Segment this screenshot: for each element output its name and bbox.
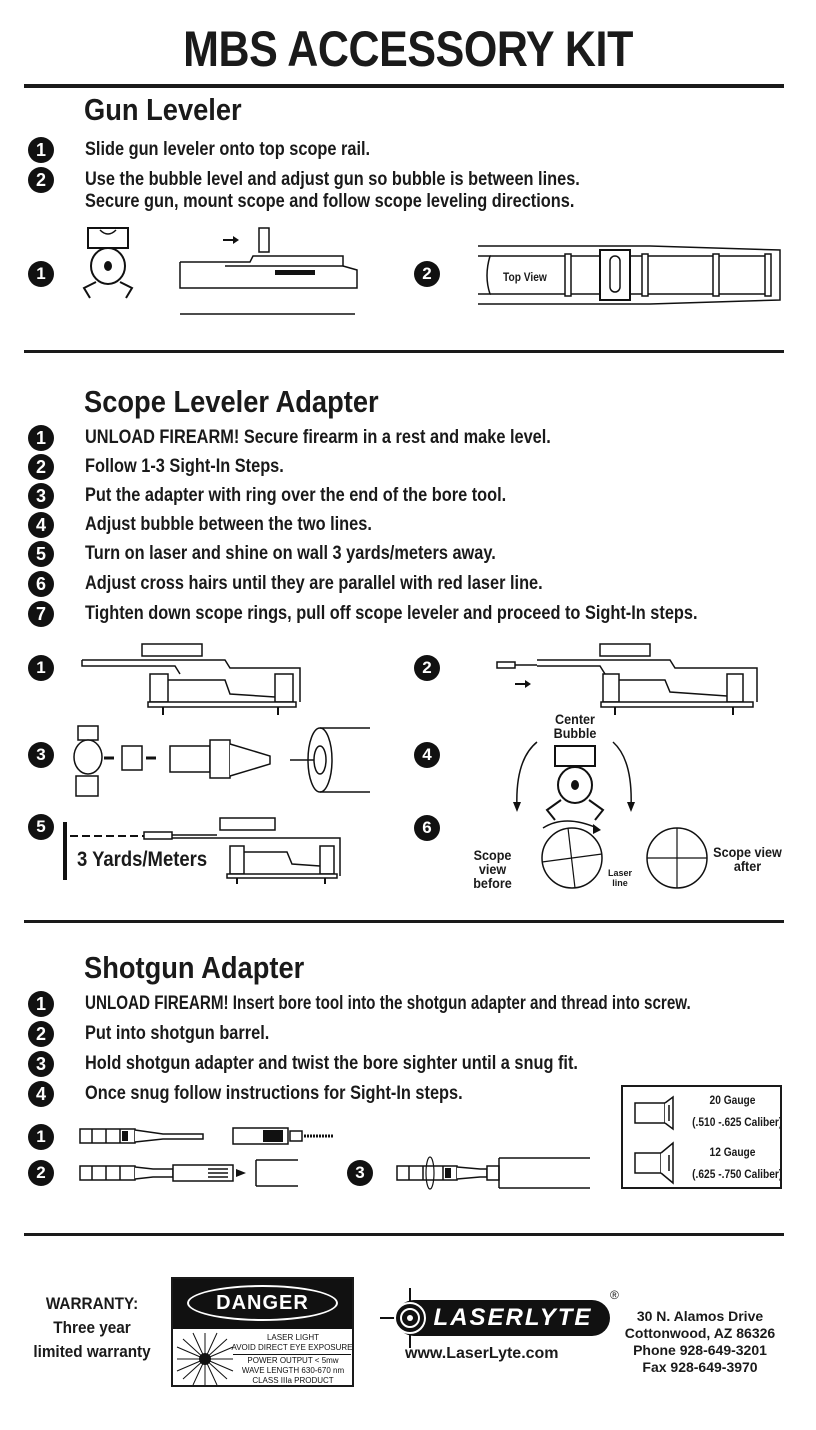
step-number-badge: 4	[28, 512, 54, 538]
step-number-badge: 3	[28, 1051, 54, 1077]
scope-view-before-illustration	[535, 820, 615, 890]
insert-into-barrel-illustration	[78, 1158, 298, 1188]
center-bubble-illustration	[505, 740, 645, 830]
step-text: Hold shotgun adapter and twist the bore sighter until a snug fit.	[85, 1053, 578, 1074]
divider	[24, 84, 784, 88]
gun-leveler-front-illustration	[78, 226, 148, 301]
laser-line-label: Laser line	[607, 868, 633, 888]
figure-number-badge: 1	[28, 655, 54, 681]
step-text: Put the adapter with ring over the end of the bore tool.	[85, 485, 507, 506]
12-gauge-adapter-icon	[633, 1141, 683, 1185]
step-number-badge: 1	[28, 991, 54, 1017]
step-text: UNLOAD FIREARM! Insert bore tool into the shotgun adapter and thread into screw.	[85, 993, 691, 1014]
adapter-ring-onto-bore-tool-illustration	[70, 722, 230, 802]
scope-leveler-step-2	[28, 453, 316, 481]
step-number-badge: 7	[28, 601, 54, 627]
divider	[24, 350, 784, 353]
step-text: Once snug follow instructions for Sight-In steps.	[85, 1083, 463, 1104]
scope-leveler-step-1	[28, 424, 627, 452]
scope-leveler-step-5	[28, 540, 563, 568]
figure-number-badge: 3	[347, 1160, 373, 1186]
divider	[24, 920, 784, 923]
gauge-reference-box	[621, 1085, 782, 1189]
gauge-name: 20 Gauge	[709, 1093, 756, 1107]
registered-mark: ®	[610, 1288, 619, 1302]
warranty-line: limited warranty	[33, 1342, 151, 1361]
shotgun-step-3	[28, 1050, 658, 1078]
scope-view-after-illustration	[640, 820, 720, 890]
crosshair-target-icon	[380, 1288, 430, 1348]
figure-number-badge: 1	[28, 261, 54, 287]
gauge-caliber: (.625 -.750 Caliber)	[692, 1167, 783, 1181]
danger-title: DANGER	[187, 1285, 338, 1321]
figure-number-badge: 2	[414, 655, 440, 681]
20-gauge-adapter-icon	[633, 1093, 683, 1133]
shotgun-step-1	[28, 990, 816, 1018]
step-text: Adjust cross hairs until they are parallel with red laser line.	[85, 573, 543, 594]
gauge-caliber: (.510 -.625 Caliber)	[692, 1115, 783, 1129]
section-title-scope-leveler-adapter: Scope Leveler Adapter	[84, 384, 379, 419]
scope-leveler-step-6	[28, 570, 617, 598]
step-text: Tighten down scope rings, pull off scope leveler and proceed to Sight-In steps.	[85, 603, 698, 624]
warranty-info	[29, 1292, 155, 1364]
section-title-shotgun-adapter: Shotgun Adapter	[84, 950, 305, 985]
figure-number-badge: 5	[28, 814, 54, 840]
step-text: Follow 1-3 Sight-In Steps.	[85, 456, 284, 477]
laserlyte-logo	[380, 1288, 619, 1348]
step-text: Slide gun leveler onto top scope rail.	[85, 139, 371, 160]
center-bubble-label: Center Bubble	[553, 711, 597, 741]
step-text: Use the bubble level and adjust gun so bubble is between lines.	[85, 169, 580, 190]
scope-view-after-label: Scope view after	[713, 844, 782, 874]
scope-leveler-step-3	[28, 482, 575, 510]
figure-number-badge: 2	[414, 261, 440, 287]
step-text-continuation: Secure gun, mount scope and follow scope leveling directions.	[85, 191, 575, 212]
warranty-heading: WARRANTY:	[45, 1294, 139, 1313]
scope-leveler-step-4	[28, 511, 419, 539]
gun-leveler-step-2	[28, 166, 660, 194]
step-text: Turn on laser and shine on wall 3 yards/meters away.	[85, 543, 496, 564]
figure-number-badge: 2	[28, 1160, 54, 1186]
company-address: 30 N. Alamos Drive Cottonwood, AZ 86326 Phone 928-649-3201 Fax 928-649-3970	[624, 1308, 776, 1375]
step-number-badge: 4	[28, 1081, 54, 1107]
scope-bore-illustration	[230, 722, 370, 802]
step-number-badge: 3	[28, 483, 54, 509]
bore-tool-insertion-illustration	[495, 642, 770, 717]
warranty-line: Three year	[53, 1318, 131, 1337]
laser-starburst-icon	[177, 1333, 233, 1385]
step-number-badge: 1	[28, 425, 54, 451]
gun-leveler-step-1	[28, 136, 417, 164]
gun-leveler-rail-illustration	[175, 226, 360, 316]
shotgun-step-4	[28, 1080, 524, 1108]
gauge-name: 12 Gauge	[709, 1145, 756, 1159]
figure-number-badge: 1	[28, 1124, 54, 1150]
step-number-badge: 1	[28, 137, 54, 163]
top-view-label: Top View	[503, 270, 547, 284]
distance-label: 3 Yards/Meters	[77, 848, 208, 871]
figure-number-badge: 6	[414, 815, 440, 841]
step-number-badge: 2	[28, 1021, 54, 1047]
bore-tool-and-adapter-illustration	[78, 1125, 343, 1147]
website-link[interactable]: www.LaserLyte.com	[405, 1345, 559, 1362]
figure-number-badge: 3	[28, 742, 54, 768]
step-number-badge: 5	[28, 541, 54, 567]
rifle-in-rest-illustration	[80, 642, 310, 717]
laser-danger-label: DANGER LASER LIGHT AVOID DIRECT EYE EXPOSURE POWER OUTPUT < 5mw WAVE LENGTH 630-670 nm CLASS IIIa PRODUCT	[171, 1277, 354, 1387]
step-text: Put into shotgun barrel.	[85, 1023, 270, 1044]
document-title: MBS ACCESSORY KIT	[183, 21, 633, 77]
twist-adapter-illustration	[395, 1152, 595, 1192]
section-title-gun-leveler: Gun Leveler	[84, 92, 242, 127]
brand-name: LASERLYTE	[396, 1300, 610, 1336]
shotgun-step-2	[28, 1020, 299, 1048]
scope-view-before-label: Scope view before	[473, 847, 512, 891]
step-text: Adjust bubble between the two lines.	[85, 514, 372, 535]
step-number-badge: 2	[28, 167, 54, 193]
divider	[24, 1233, 784, 1236]
step-text: UNLOAD FIREARM! Secure firearm in a rest and make level.	[85, 427, 551, 448]
step-number-badge: 2	[28, 454, 54, 480]
figure-number-badge: 4	[414, 742, 440, 768]
scope-leveler-step-7	[28, 600, 797, 628]
step-number-badge: 6	[28, 571, 54, 597]
